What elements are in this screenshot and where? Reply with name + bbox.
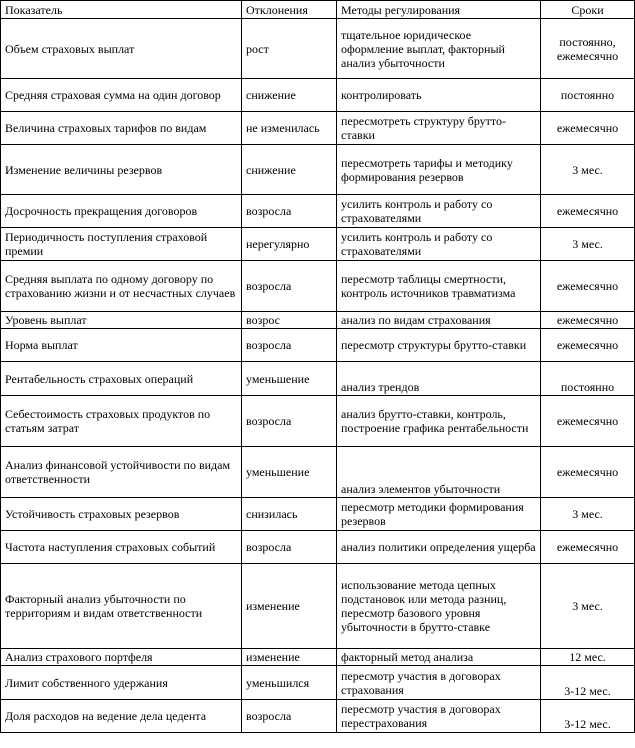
- indicator-cell: Частота наступления страховых событий: [1, 531, 242, 564]
- term-cell: ежемесячно: [541, 261, 635, 312]
- indicator-cell: Анализ финансовой устойчивости по видам ответственности: [1, 447, 242, 498]
- deviation-cell: возросла: [242, 700, 337, 733]
- table-row: [1, 649, 635, 666]
- indicator-cell: Факторный анализ убыточности по территориям и видам ответственности: [1, 564, 242, 649]
- deviation-cell: возросла: [242, 261, 337, 312]
- method-cell: анализ по видам страхования: [337, 312, 541, 329]
- deviation-cell: не изменилась: [242, 112, 337, 145]
- deviation-cell: возросла: [242, 396, 337, 447]
- method-cell: анализ брутто-ставки, контроль, построение графика рентабельности: [337, 396, 541, 447]
- table-row: [1, 19, 635, 79]
- term-cell: 3 мес.: [541, 145, 635, 195]
- header-term: Сроки: [541, 1, 635, 19]
- indicator-cell: Лимит собственного удержания: [1, 666, 242, 700]
- term-cell: 3-12 мес.: [541, 666, 635, 700]
- header-deviation: Отклонения: [242, 1, 337, 19]
- method-cell: пересмотреть структуру брутто-ставки: [337, 112, 541, 145]
- term-cell: постоянно: [541, 79, 635, 112]
- method-cell: пересмотр таблицы смертности, контроль источников травматизма: [337, 261, 541, 312]
- indicator-cell: Средняя страховая сумма на один договор: [1, 79, 242, 112]
- table-row: [1, 396, 635, 447]
- table-row: [1, 228, 635, 261]
- deviation-cell: уменьшение: [242, 362, 337, 396]
- indicator-cell: Анализ страхового портфеля: [1, 649, 242, 666]
- deviation-cell: изменение: [242, 564, 337, 649]
- indicator-cell: Доля расходов на ведение дела цедента: [1, 700, 242, 733]
- deviation-cell: изменение: [242, 649, 337, 666]
- term-cell: 3-12 мес.: [541, 700, 635, 733]
- table-row: [1, 112, 635, 145]
- deviation-cell: нерегулярно: [242, 228, 337, 261]
- term-cell: 3 мес.: [541, 498, 635, 531]
- table-row: [1, 564, 635, 649]
- table-row: [1, 531, 635, 564]
- term-cell: ежемесячно: [541, 447, 635, 498]
- method-cell: пересмотр методики формирования резервов: [337, 498, 541, 531]
- table-row: [1, 261, 635, 312]
- term-cell: постоянно: [541, 362, 635, 396]
- method-cell: анализ трендов: [337, 362, 541, 396]
- term-cell: 12 мес.: [541, 649, 635, 666]
- indicator-cell: Объем страховых выплат: [1, 19, 242, 79]
- table-row: [1, 312, 635, 329]
- table-row: [1, 79, 635, 112]
- table-row: [1, 666, 635, 700]
- method-cell: усилить контроль и работу со страхователями: [337, 195, 541, 228]
- term-cell: ежемесячно: [541, 112, 635, 145]
- term-cell: ежемесячно: [541, 312, 635, 329]
- method-cell: анализ политики определения ущерба: [337, 531, 541, 564]
- deviation-cell: возрос: [242, 312, 337, 329]
- table-row: [1, 195, 635, 228]
- indicator-cell: Средняя выплата по одному договору по страхованию жизни и от несчастных случаев: [1, 261, 242, 312]
- method-cell: пересмотр участия в договорах страхования: [337, 666, 541, 700]
- table-row: [1, 362, 635, 396]
- indicator-cell: Величина страховых тарифов по видам: [1, 112, 242, 145]
- indicator-cell: Уровень выплат: [1, 312, 242, 329]
- method-cell: факторный метод анализа: [337, 649, 541, 666]
- header-method: Методы регулирования: [337, 1, 541, 19]
- table-row: [1, 498, 635, 531]
- indicator-cell: Норма выплат: [1, 329, 242, 362]
- method-cell: контролировать: [337, 79, 541, 112]
- deviation-cell: уменьшился: [242, 666, 337, 700]
- term-cell: 3 мес.: [541, 564, 635, 649]
- deviation-cell: рост: [242, 19, 337, 79]
- term-cell: ежемесячно: [541, 531, 635, 564]
- deviation-cell: возросла: [242, 329, 337, 362]
- method-cell: тщательное юридическое оформление выплат, факторный анализ убыточности: [337, 19, 541, 79]
- indicator-cell: Досрочность прекращения договоров: [1, 195, 242, 228]
- table-row: [1, 329, 635, 362]
- indicator-cell: Рентабельность страховых операций: [1, 362, 242, 396]
- indicator-cell: Устойчивость страховых резервов: [1, 498, 242, 531]
- term-cell: постоянно, ежемесячно: [541, 19, 635, 79]
- deviation-cell: снизилась: [242, 498, 337, 531]
- header-indicator: Показатель: [1, 1, 242, 19]
- table-row: [1, 700, 635, 733]
- method-cell: пересмотр структуры брутто-ставки: [337, 329, 541, 362]
- method-cell: использование метода цепных подстановок или метода разниц, пересмотр базового уровня убыточности в брутто-ставке: [337, 564, 541, 649]
- deviation-cell: возросла: [242, 195, 337, 228]
- indicator-cell: Себестоимость страховых продуктов по статьям затрат: [1, 396, 242, 447]
- term-cell: 3 мес.: [541, 228, 635, 261]
- header-row: [1, 1, 635, 19]
- table-row: [1, 447, 635, 498]
- method-cell: усилить контроль и работу со страхователями: [337, 228, 541, 261]
- term-cell: ежемесячно: [541, 329, 635, 362]
- term-cell: ежемесячно: [541, 396, 635, 447]
- indicator-cell: Изменение величины резервов: [1, 145, 242, 195]
- table-row: [1, 145, 635, 195]
- method-cell: пересмотр участия в договорах перестрахования: [337, 700, 541, 733]
- deviation-cell: снижение: [242, 145, 337, 195]
- method-cell: пересмотреть тарифы и методику формирования резервов: [337, 145, 541, 195]
- deviation-cell: уменьшение: [242, 447, 337, 498]
- deviation-cell: снижение: [242, 79, 337, 112]
- indicator-cell: Периодичность поступления страховой премии: [1, 228, 242, 261]
- method-cell: анализ элементов убыточности: [337, 447, 541, 498]
- deviation-cell: возросла: [242, 531, 337, 564]
- term-cell: ежемесячно: [541, 195, 635, 228]
